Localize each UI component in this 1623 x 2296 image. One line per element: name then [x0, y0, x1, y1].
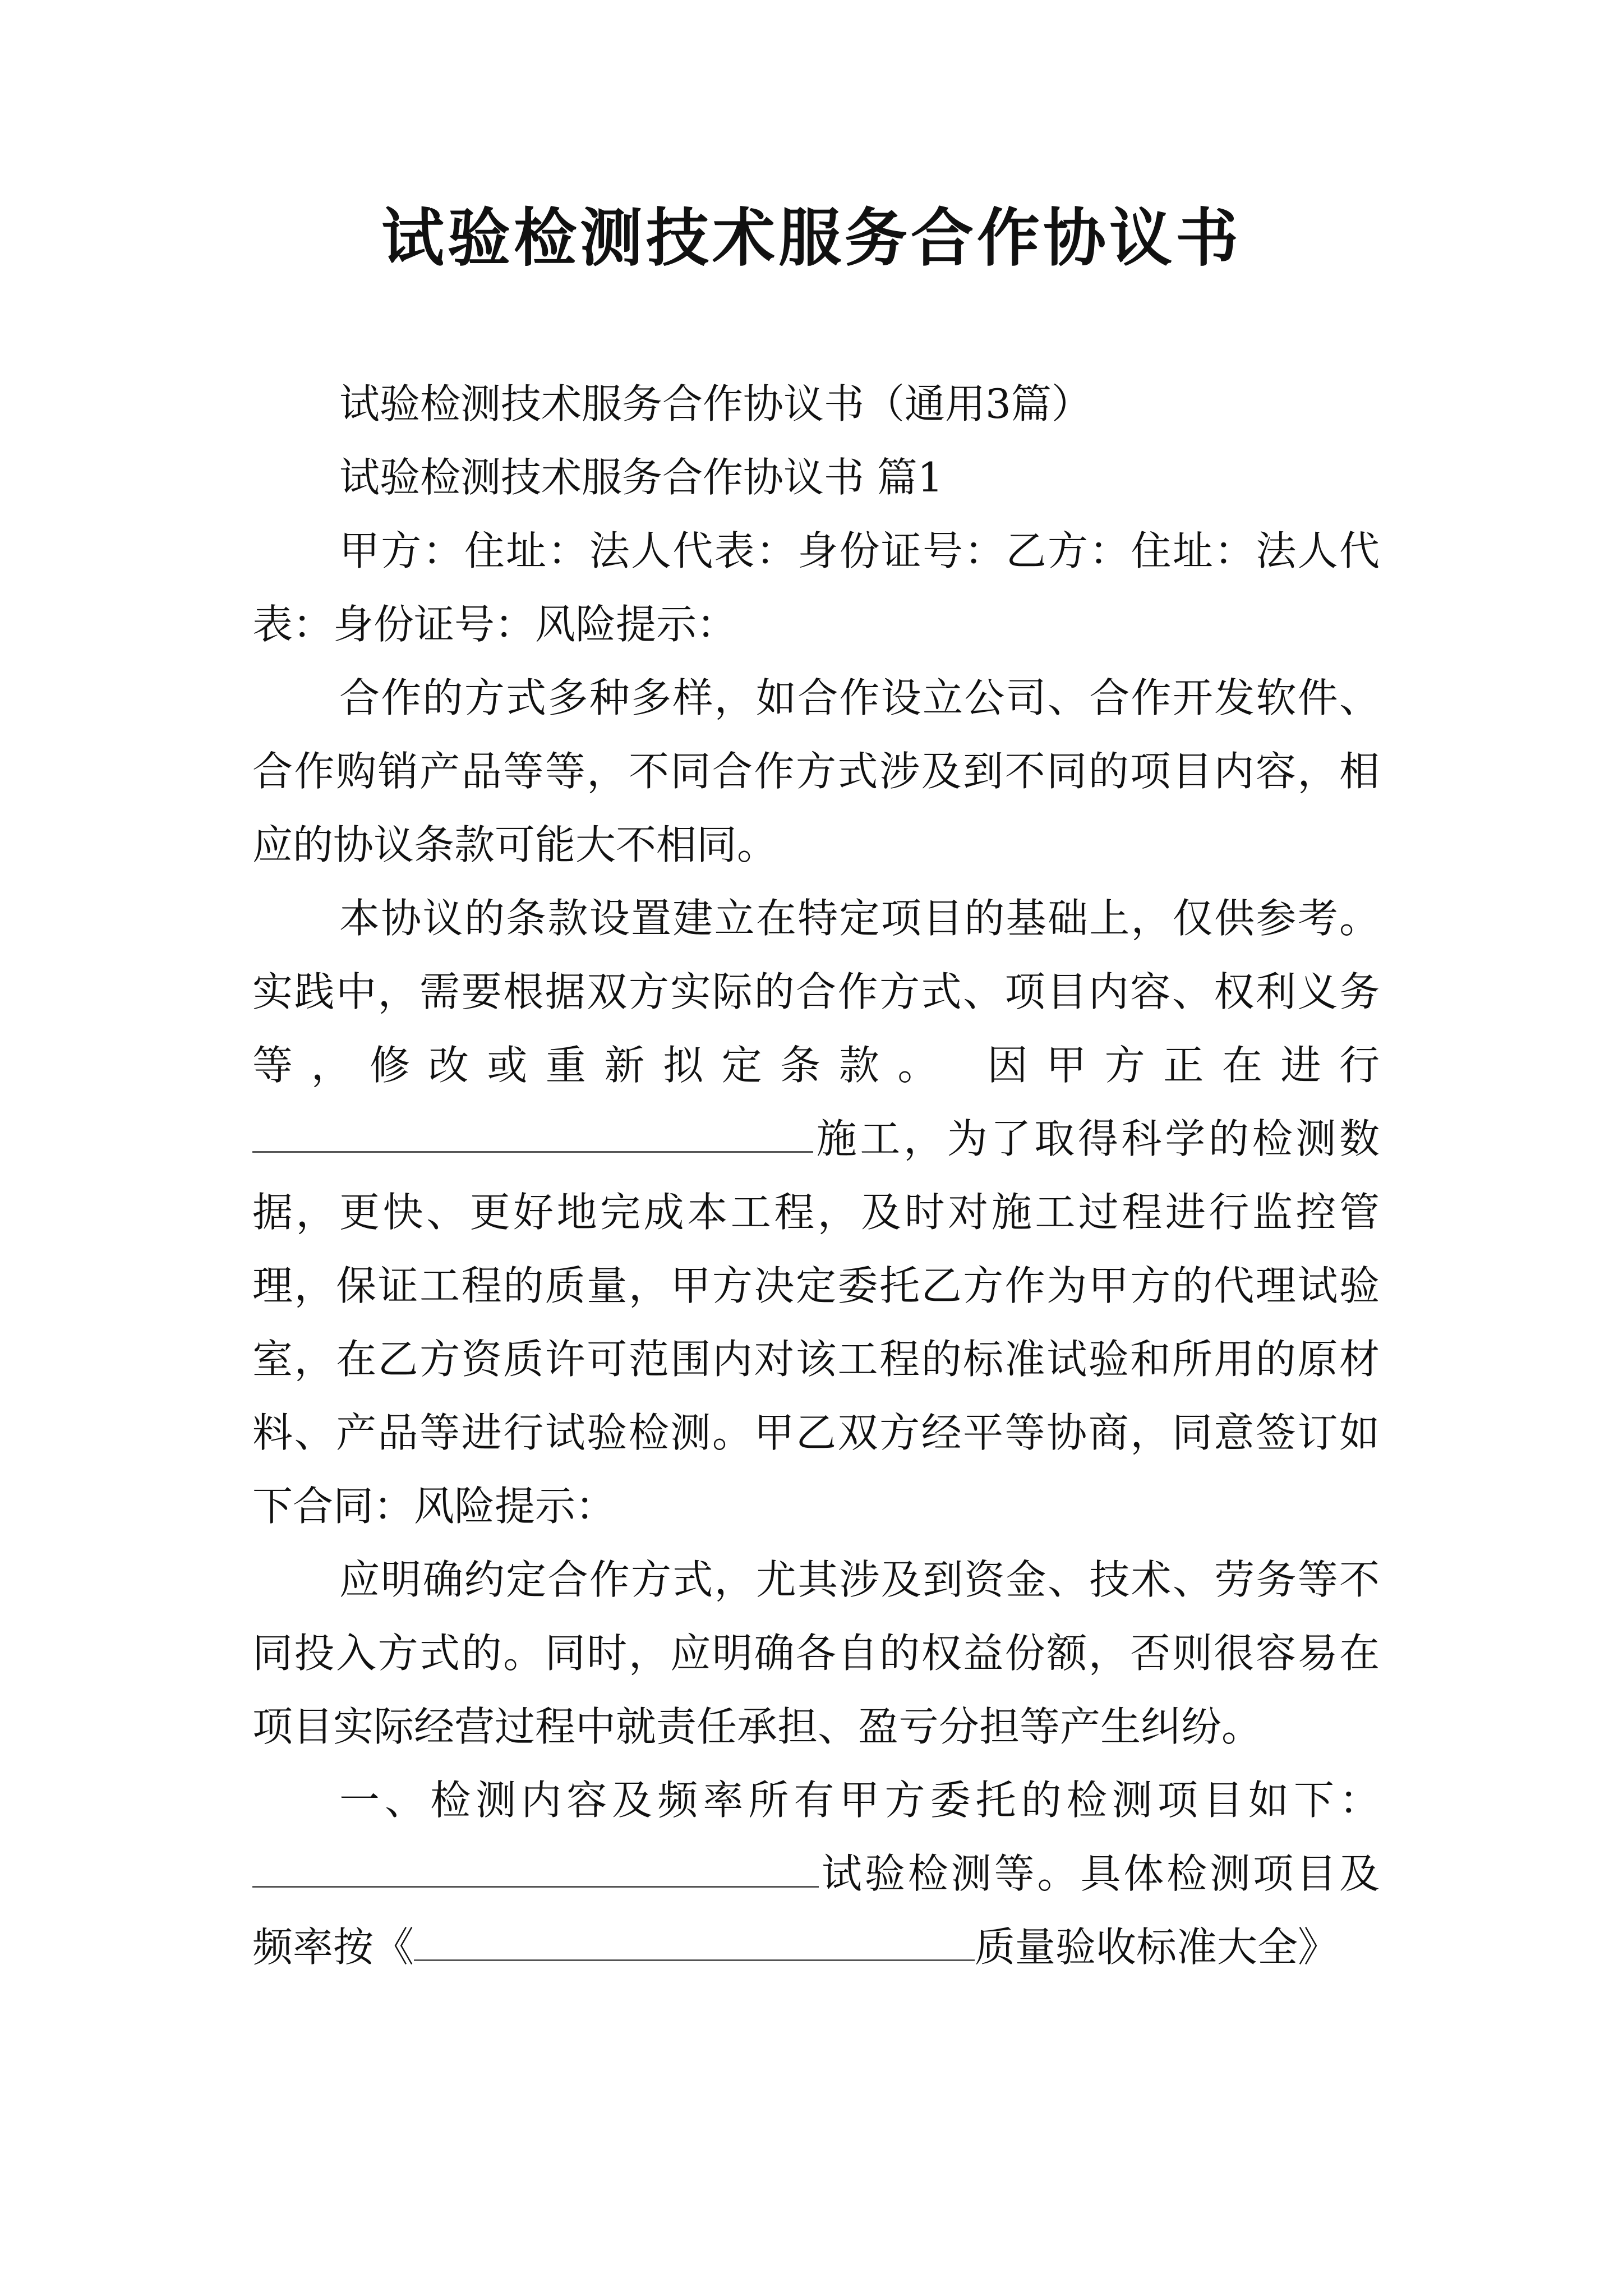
- paragraph-cooperation-methods: 合作的方式多种多样，如合作设立公司、合作开发软件、合作购销产品等等，不同合作方式涉及到不同的项目内容，相应的协议条款可能大不相同。: [252, 674, 1380, 868]
- paragraph-risk-note: 应明确约定合作方式，尤其涉及到资金、技术、劳务等不同投入方式的。同时，应明确各自的权益份额，否则很容易在项目实际经营过程中就责任承担、盈亏分担等产生纠纷。: [252, 1556, 1380, 1750]
- paragraph-section-one-text-b: 试验检测等。具体检测项目及频率按《: [252, 1850, 1380, 1971]
- paragraph-terms-basis-text-a: 本协议的条款设置建立在特定项目的基础上，仅供参考。实践中，需要根据双方实际的合作方式、项目内容、权利义务等，修改或重新拟定条款。 因甲方正在进行: [252, 895, 1380, 1089]
- fill-in-blank-test-items: [252, 1851, 819, 1888]
- fill-in-blank-standard-name: [414, 1925, 975, 1961]
- paragraph-section-one-text-a: 一、检测内容及频率所有甲方委托的检测项目如下：: [339, 1777, 1380, 1824]
- paragraph-subtitle: 试验检测技术服务合作协议书（通用3篇）: [339, 380, 1092, 427]
- document-title: 试验检测技术服务合作协议书: [381, 201, 1242, 275]
- paragraph-terms-basis: [252, 882, 1380, 1543]
- paragraph-section-one: [252, 1764, 1380, 1984]
- paragraph-section-heading: 试验检测技术服务合作协议书 篇1: [339, 454, 943, 501]
- document-body: [252, 367, 1380, 1984]
- paragraph-terms-basis-text-b: 施工，为了取得科学的检测数据，更快、更好地完成本工程，及时对施工过程进行监控管理，保证工程的质量，甲方决定委托乙方作为甲方的代理试验室，在乙方资质许可范围内对该工程的标准试验和所用的原材料、产品等进行试验检测。甲乙双方经平等协商，同意签订如下合同：风险提示：: [252, 1115, 1380, 1530]
- paragraph-section-one-text-c: 质量验收标准大全》: [975, 1924, 1339, 1971]
- paragraph-parties: 甲方：住址：法人代表：身份证号：乙方：住址：法人代表：身份证号：风险提示：: [252, 527, 1380, 648]
- fill-in-blank-project: [252, 1116, 813, 1153]
